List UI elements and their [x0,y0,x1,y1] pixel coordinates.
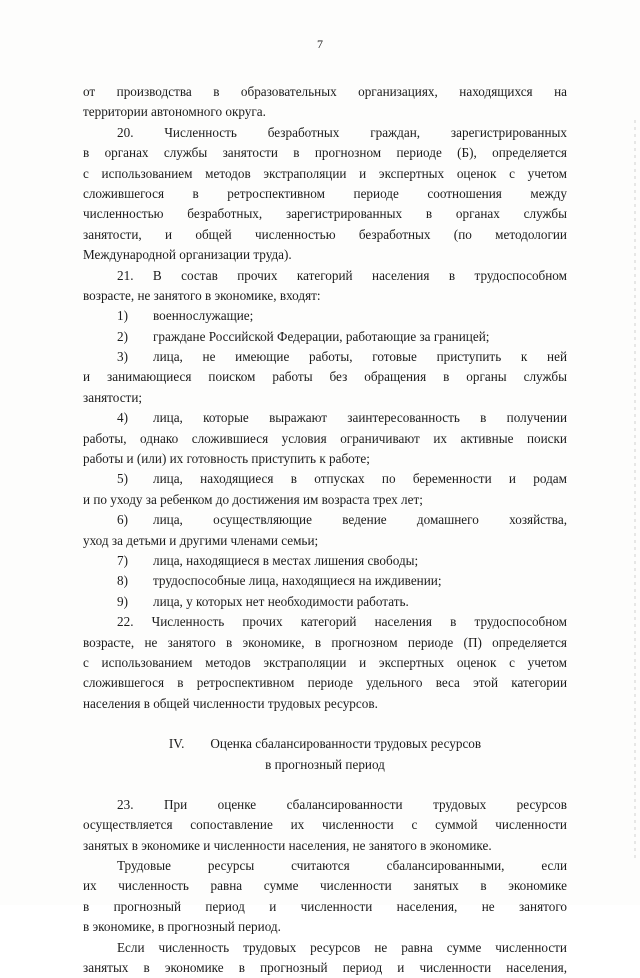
list-item-text: граждане Российской Федерации, работающие за границей; [153,328,490,344]
text-line: их численность равна сумме численности занятых в экономике [83,878,567,894]
text-line: осуществляется сопоставление их численности с суммой численности [83,817,567,833]
text-line: с использованием методов экстраполяции и экспертных оценок с учетом [83,165,567,181]
text-line: населения в общей численности трудовых ресурсов. [83,695,378,711]
list-item-continuation: и по уходу за ребенком до достижения им возраста трех лет; [83,491,423,507]
list-item [83,469,567,489]
text-line: сложившегося в ретроспективном периоде удельного веса этой категории [83,675,567,691]
list-item-number: 8) [117,573,128,589]
list-item-continuation: занятости; [83,389,143,405]
list-item-text: лица, находящиеся в отпусках по беременности и родам [153,471,567,487]
text-line: 22. Численность прочих категорий населения в трудоспособном [117,614,567,630]
paragraph-22 [83,612,567,714]
list-item-number: 3) [117,349,128,365]
list-item-number: 7) [117,552,128,568]
list-item-number: 6) [117,512,128,528]
text-line: 21. В состав прочих категорий населения в трудоспособном [117,267,567,283]
text-line: в экономике, в прогнозный период. [83,919,281,935]
list-item [83,327,567,347]
paragraphs-20-21 [83,82,567,306]
list-item [83,592,567,612]
list-item-text: лица, которые выражают заинтересованность в получении [153,410,567,426]
text-line: 23. При оценке сбалансированности трудовых ресурсов [117,796,567,812]
text-line: сложившегося в ретроспективном периоде соотношения между [83,185,567,201]
document-body [83,82,567,978]
text-line: возрасте, не занятого в экономике, входят: [83,287,321,303]
list-item [83,408,567,428]
list-item-text: военнослужащие; [153,308,254,324]
list-item-continuation: и занимающиеся поиском работы без обращения в органы службы [83,369,567,385]
text-line: Трудовые ресурсы считаются сбалансированными, если [117,858,567,874]
text-line: в органах службы занятости в прогнозном периоде (Б), определяется [83,145,567,161]
section-heading-line-1 [83,734,567,754]
paragraph-23 [83,795,567,978]
list-item [83,551,567,571]
text-line: занятых в экономике в прогнозный период и численности населения, [83,960,567,976]
section-heading-line-2: в прогнозный период [265,756,385,772]
text-line: Если численность трудовых ресурсов не равна сумме численности [117,939,567,955]
list-item-number: 1) [117,308,128,324]
text-line: возрасте, не занятого в экономике, в прогнозном периоде (П) определяется [83,634,567,650]
list-item-number: 4) [117,410,128,426]
list-item-number: 9) [117,593,128,609]
text-line: от производства в образовательных организациях, находящихся на [83,84,567,99]
page-number: 7 [317,37,323,51]
text-line: 20. Численность безработных граждан, зарегистрированных [117,124,567,140]
categories-list [83,306,567,612]
list-item [83,510,567,530]
text-line: численностью безработных, зарегистрированных в органах службы [83,206,567,222]
list-item-continuation: уход за детьми и другими членами семьи; [83,532,319,548]
scan-margin-artifact [634,120,636,860]
list-item-text: лица, осуществляющие ведение домашнего хозяйства, [153,512,567,528]
list-item [83,347,567,367]
text-line: в прогнозный период и численности населения, не занятого [83,898,567,914]
list-item-text: лица, у которых нет необходимости работать. [153,593,409,609]
list-item-text: трудоспособные лица, находящиеся на иждивении; [153,573,442,589]
list-item [83,571,567,591]
text-line: территории автономного округа. [83,104,266,120]
section-roman-numeral: IV. [168,736,185,752]
text-line: занятости, и общей численностью безработных (по методологии [83,226,567,242]
section-title: Оценка сбалансированности трудовых ресурсов [210,736,482,752]
text-line: Международной организации труда). [83,247,292,263]
list-item-continuation: работы и (или) их готовность приступить к работе; [83,451,370,467]
text-line: занятых в экономике и численности населения, не занятого в экономике. [83,837,492,853]
list-item-number: 2) [117,328,128,344]
list-item-continuation: работы, однако сложившиеся условия ограничивают их активные поиски [83,430,567,446]
list-item-text: лица, находящиеся в местах лишения свободы; [153,552,419,568]
list-item [83,306,567,326]
list-item-text: лица, не имеющие работы, готовые приступить к ней [153,349,567,365]
list-item-number: 5) [117,471,128,487]
text-line: с использованием методов экстраполяции и экспертных оценок с учетом [83,654,567,670]
